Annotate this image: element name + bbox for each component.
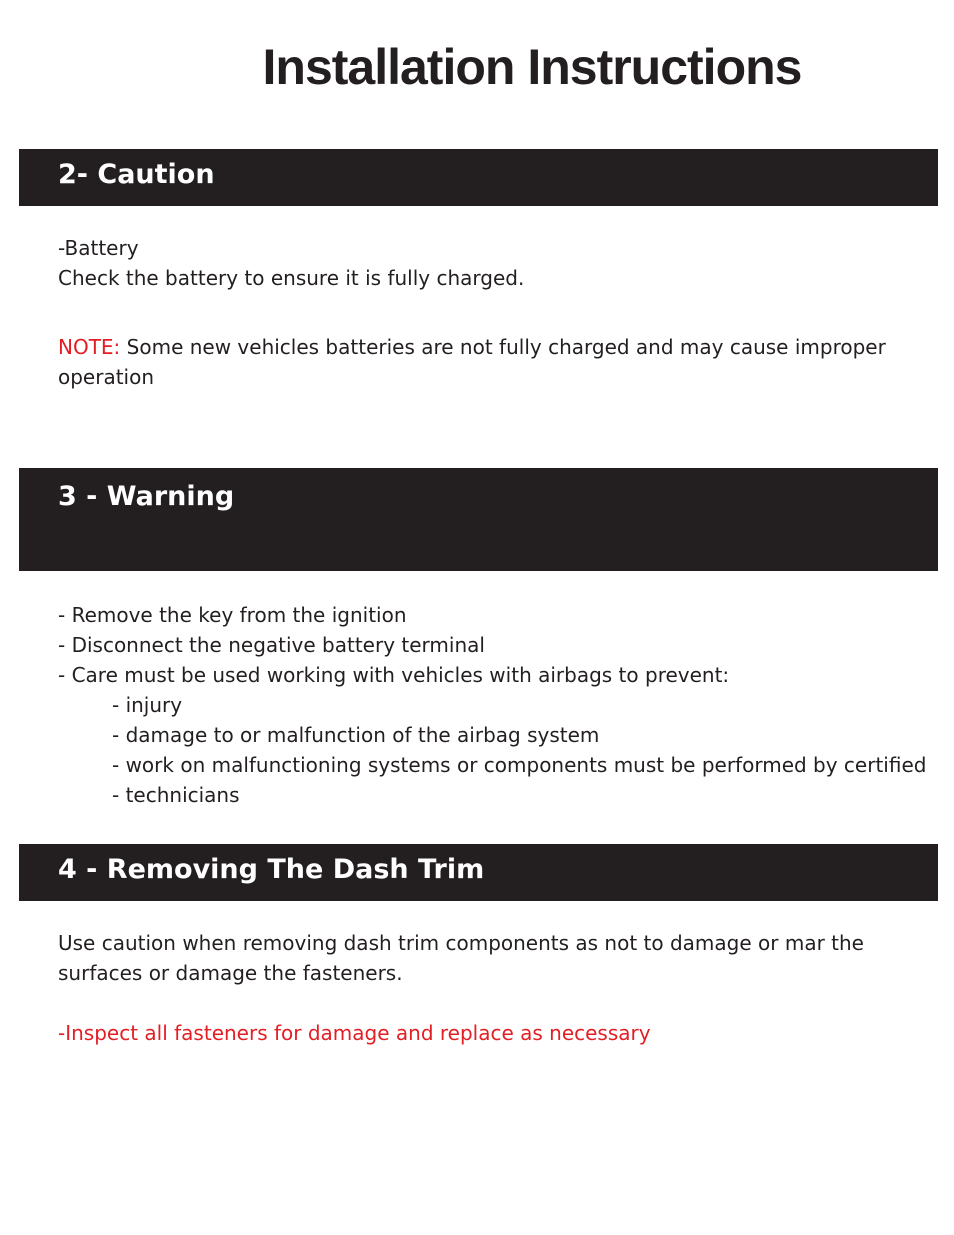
warning-subitem: - technicians <box>112 783 240 807</box>
warning-subitem: - damage to or malfunction of the airbag system <box>112 723 600 747</box>
dash-trim-text-line: surfaces or damage the fasteners. <box>58 961 403 985</box>
warning-heading: 3 - Warning <box>58 481 235 512</box>
note-block <box>58 332 886 392</box>
warning-subitem: - work on malfunctioning systems or components must be performed by certified <box>112 753 927 777</box>
warning-list <box>58 600 926 810</box>
battery-text: Check the battery to ensure it is fully charged. <box>58 266 525 290</box>
dash-trim-text-line: Use caution when removing dash trim components as not to damage or mar the <box>58 931 864 955</box>
caution-heading: 2- Caution <box>58 159 215 190</box>
warning-item: - Remove the key from the ignition <box>58 603 407 627</box>
page-title: Installation Instructions <box>262 39 802 95</box>
warning-subitem: - injury <box>112 693 183 717</box>
warning-item: - Care must be used working with vehicles with airbags to prevent: <box>58 663 730 687</box>
note-label: NOTE: <box>58 335 121 359</box>
caution-content <box>58 233 524 293</box>
warning-item: - Disconnect the negative battery terminal <box>58 633 485 657</box>
inspect-note: -Inspect all fasteners for damage and replace as necessary <box>58 1021 651 1045</box>
note-line <box>58 332 886 362</box>
note-text-cont: operation <box>58 365 155 389</box>
note-text: Some new vehicles batteries are not fully charged and may cause improper <box>120 335 886 359</box>
battery-label: -Battery <box>58 236 139 260</box>
dash-trim-content <box>58 928 864 988</box>
dash-trim-heading: 4 - Removing The Dash Trim <box>58 854 485 885</box>
caution-section-header <box>19 149 938 206</box>
dash-trim-section-header <box>19 844 938 901</box>
warning-section-header <box>19 468 938 571</box>
